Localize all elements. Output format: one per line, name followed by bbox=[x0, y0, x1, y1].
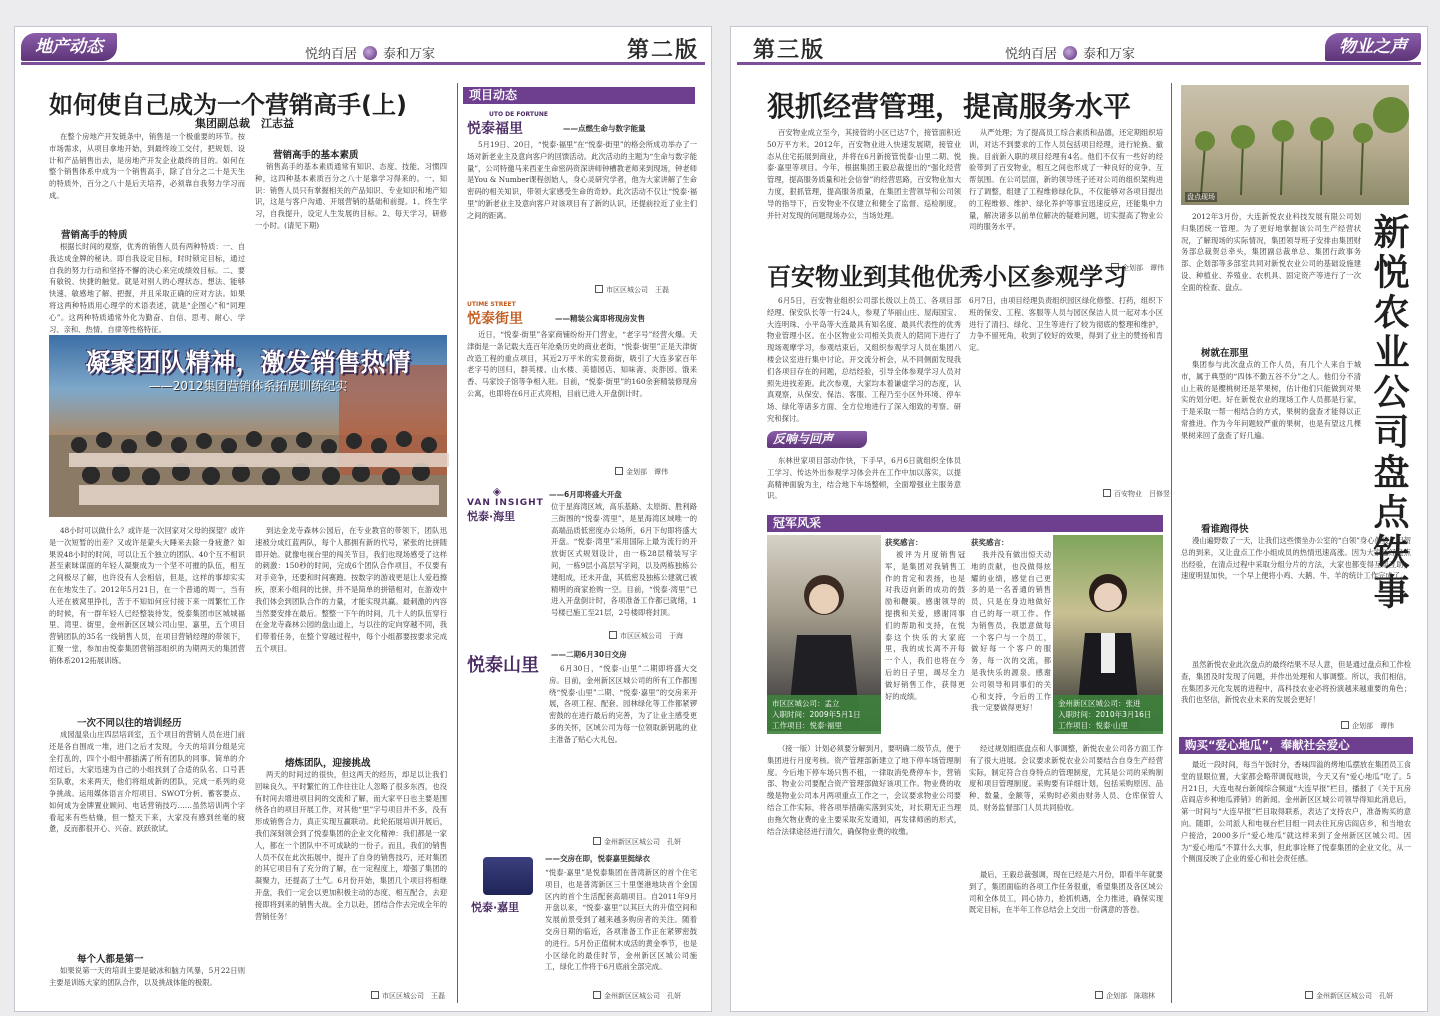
brand-line bbox=[1005, 43, 1135, 62]
article-paragraph: （接一版）计划必须要分解到月，要明确二级节点，便于集团进行月度考核。资产管理部新建立了地下停车场管理制度。今后地下停车场只售不租，一律取消免费停车卡，营销部、物业公司要配合资产管理部做好该项工作。物业费的收缴是物业公司本月两项重点工作之一，会议要求物业公司要结合工作实际，将各项举措确实落到实处，对长期无正当理由拖欠物业费的业主要采取充发通知，再发律师函的形式，结合法律途径进行清欠，确保物业费的收缴。 bbox=[767, 744, 961, 836]
article-intro: 在整个房地产开发链条中，销售是一个极重要的环节。按市场需求，从项目拿地开始，到最终竣工交付，把规划、设计和产品销售出去，是房地产开发企业最终的目的。如何在整个销售体系中成为一个销售高手，除了自分之二十是天生的特质外，百分之八十是后天培养，必须靠自我努力学习而成。 bbox=[49, 132, 245, 200]
news-headline: ——精装公寓即将现房发售 bbox=[555, 314, 645, 323]
project-logo: 悦泰·嘉里 bbox=[471, 901, 520, 914]
news-headline: ——二期6月30日交房 bbox=[551, 650, 627, 659]
article-paragraph: 6月7日，由项目经理负责组织园区绿化修整、打药，组织下班的保安、工程、客服等人员与园区保洁人员一起对本小区进行了清扫、绿化、卫生等进行了较为彻底的整理和维护，力争不留死角，收到了较好的效果，得到了业主的赞扬和肯定。 bbox=[969, 296, 1163, 353]
logo-en-text: VAN INSIGHT bbox=[467, 498, 544, 508]
section-header: 冠军风采 bbox=[767, 515, 1163, 532]
news-headline: ——交房在即，悦泰嘉里挺绿衣 bbox=[545, 854, 650, 863]
logo-cn-text: 悦泰街里 bbox=[467, 311, 523, 327]
section-tag: 地产动态 bbox=[21, 33, 117, 61]
project-logo: 悦泰山里 bbox=[467, 655, 539, 676]
subheading: 树就在那里 bbox=[1201, 348, 1249, 359]
section-header: 购买“爱心地瓜”，奉献社会爱心 bbox=[1179, 737, 1413, 754]
team-photo bbox=[49, 335, 447, 517]
subheading: 营销高手的特质 bbox=[61, 230, 128, 241]
author-sign: 市区区城公司 王磊 bbox=[371, 991, 445, 1001]
logo-en-text: UTO DE FORTUNE bbox=[489, 111, 548, 118]
subheading: 一次不同以往的培训经历 bbox=[77, 718, 182, 729]
article-paragraph: 48小时可以做什么？或许是一次回家对父母的探望？或许是一次短暂的出差？又或许是蒙头大睡来去除一身疲惫？如果说48小时的时间，可以让五个独立的团队、40个互不相识甚至素昧谋面的年轻人凝聚成为一个坚不可摧的队伍，相互之间极尽了解，也许没有人会相信，但是，这样的事却实实在在地发生了。2012年5月21日，在一个普通的周一，当有人还在被窝里挣扎，苦于不知如何应付接下来一周繁忙工作的时候，有一群年轻人已经整装待发，悦泰集团市区城城福里、湾里、街里，金州新区区城公司山里、嘉里，五个项目营销团队的35名一线销售人员，在项目营销经理的带领下，汇聚一堂，参加由悦泰集团营销部组织的为期两天的集团营销体系2012拓展训练。 bbox=[49, 526, 245, 665]
article-paragraph: 经过规划组底盘点和人事调整，新悦农业公司各方面工作有了很大进展。会议要求新悦农业公司要结合自身生产经营实际，制定符合自身特点的管理制度，尤其是公司的采购制度和项目管理制度。采购要有详细计划，包括采购原因、品种、数量、金额等，采购时必须由财务人员、仓库保管人员、财务监督部门人员共同验收。 bbox=[969, 744, 1163, 812]
article-paragraph: 两天的时间过的很快，但这两天的经历，却足以让我们回味良久。平时繁忙的工作往往让人忽略了很多东西，也没有时间去增进项目间的交流和了解，而大家平日也主要是围绕各自的项目开展工作，对其他“里”字号项目并不多，没有形成销售合力，真正实现互赢联动。此轮拓展培训开展后，我们深刻领会到了悦泰集团的企业文化精神：我们都是一家人，都在一个团队中不可成缺的一份子。而且，我们的销售人员不仅在此次拓展中，提升了自身的销售技巧，还对集团的其它项目有了充分的了解，在一定程度上，增强了集团的凝聚力，还提高了士气。6月份开始，集团几个项目将相继开盘，我们一定会以更加积极主动的态度、相互配合，去迎接即将到来的销售大战。全力以赴，团结合作去完成全年的营销任务！ bbox=[255, 770, 447, 921]
champion-caption: 市区区城公司：孟立 入职时间：2009年5月1日 工作项目：悦泰·福里 bbox=[767, 695, 881, 734]
tree-rows bbox=[1201, 133, 1363, 195]
quote-label: 获奖感言： bbox=[971, 538, 1009, 547]
author-sign: 企划部 陈瑞林 bbox=[1095, 991, 1155, 1001]
author-sign: 百安物业 吕修竖 bbox=[1103, 489, 1170, 499]
article-paragraph: 6月5日，百安物业组织公司部长级以上员工、各项目部经理、保安队长等一行24人，参观了华丽山庄、屋海国宝、大连明珠、小平岛等大连最具有知名度、最具代表性的优秀物业管理小区。在小区物业公司相关负责人的陪同下进行了现场观摩学习，参观结束后，又组织参观学习人员在集团八楼会议室进行集中讨论。开交流分析会，从不同侧面发现我们各项目存在的问题，总结经验，引导全体参观学习人员对照先进找差距。此次参观，大家均本着谦虚学习的态度，认真观察，从保安、保洁、客服、工程乃至小区外环境、停车场、绿化等诸多方面、全方位地进行了深入细致的考察、研究和探讨。 bbox=[767, 296, 961, 423]
project-logo bbox=[467, 485, 544, 524]
article-title: 狠抓经营管理，提高服务水平 bbox=[767, 90, 1132, 123]
brand-text-1: 悦纳百居 bbox=[1005, 47, 1058, 62]
author-sign: 金划部 谭伟 bbox=[615, 467, 668, 477]
article-title: 新悦农业公司盘点铁事 bbox=[1368, 213, 1409, 613]
news-headline: ——点燃生命与数字能量 bbox=[563, 124, 646, 133]
subheading: 熔炼团队，迎接挑战 bbox=[285, 758, 371, 769]
project-logo bbox=[467, 301, 523, 328]
logo-cn-text: 悦泰福里 bbox=[467, 121, 523, 137]
article-paragraph: 到达金龙寺森林公园后，在专业教官的带领下，团队迅速被分成红蓝两队，每个人都拥有新的代号，紧张的比拼随即开始。就像电视台里的闯关节目，我们也现场感受了这样的刺激：150秒的时间，完成6个团队合作项目，不仅要有对手竞争，还要和时间赛跑。按数字的游戏更是让人爱趋擦疾，原来小组间的比拼，并不是简单的拼错相对，在游戏中我们体会到团队合作的力量，才能实现共赢。最刺激的内容当然要安排在最后。整整一下午的时间，几十人的队伍穿行在金龙寺森林公园的盘山道上，与以往的定向穿越不同，我们带着任务，在整个穿越过程中，每个小组都要按要求完成五个项目。 bbox=[255, 526, 447, 653]
section-tag: 物业之声 bbox=[1325, 33, 1421, 61]
project-logo bbox=[467, 111, 548, 138]
author-sign: 企划部 谭伟 bbox=[1111, 263, 1164, 273]
news-paragraph: 5月19日、20日，“悦泰·福里”在“悦泰·街里”的格会所成功举办了一场对新老业主及意向客户的回馈活动。此次活动的主题为“生命与数字能量”，公司特邀马来西亚生命密码资深讲师钟槽教老师来到现场，钟老师是You & Number课程创始人，身心灵研究学者，他为大家讲解了生命密码的相关知识，带领大家感受生命的奇妙。此次活动不仅让“悦泰·福里”的新老业主及意向客户对该项目有了新的认识，还提前拉近了业主们之间的距离。 bbox=[467, 140, 698, 220]
column-divider bbox=[457, 83, 458, 1003]
champion-quote: 我并没有做出惊天动地的贡献，也没做得炫耀的业绩，感觉自己更多的是一名普通的销售员，只是在身边地做好自己的每一项工作。作为销售员，我愿意做每一个客户与一个员工，做好每一个客户的服务，每一次的交流，都是我快乐的源泉。感谢公司领导和同事们的关心和支持，今后的工作我一定要做得更好！ bbox=[971, 550, 1051, 713]
article-paragraph: 虽然新悦农业此次盘点的最终结果不尽人意，但是通过盘点和工作检查，集团及时发现了问题，并作出处理和人事调整。所以，我们相信，在集团多元化发展的进程中，高科技农业必将扮演越来越重要的角色；我们也坚信，新悦农业未来的发展会更好！ bbox=[1181, 660, 1411, 705]
news-headline: ——6月即将盛大开盘 bbox=[549, 490, 622, 499]
champion-quote: 被评为月度销售冠军，是集团对我销售工作的肯定和表扬，也是对我迈向新的成功的鼓励和鞭策。感谢领导的提携和关爱，感谢同事们的帮助和支持，在悦泰这个快乐的大家庭里，我的成长离不开每一个人，我们也将在今后的日子里，竭尽全力做好销售工作，获得更好的成绩。 bbox=[885, 550, 965, 701]
page-two bbox=[14, 26, 712, 1012]
article-paragraph: 2012年3月份，大连新悦农业科技发展有限公司划归集团统一管理。为了更好地掌握该公司生产经营状况，了解现场的实际情况，集团领导班子安排由集团财务部总裁贺总牵头，集团副总裁单总、集团行政事务部、企划部等多部室共同对新悦农业公司的基础设施建设、种植业、养殖业、农机具、固定资产等进行了一次全面的检查、盘点。 bbox=[1181, 212, 1361, 292]
photo-caption: 盘点现场 bbox=[1187, 193, 1215, 201]
banner-title: 凝聚团队精神，激发销售热情 bbox=[85, 348, 411, 377]
article-paragraph: 百安物业成立至今，其接管的小区已达7个，接管面积近50万平方米。2012年，百安物业进入快速发展期，接管业态从住宅拓展到商业，并将在6月新接管悦泰·山里二期、悦泰·嘉里等项目。今年，根据集团王毅总裁提出的“强化经营管理，提高服务质量和社会信誉”的经营思路，百安物业加大力度，狠抓管理，提高服务质量，在集团主营领导和公司领导的指导下，百安物业不仅建立和健全了监督、巡检制度，并针对发现的问题现场办公，当场处理。 bbox=[767, 128, 961, 220]
quote-label: 获奖感言： bbox=[885, 538, 923, 547]
article-paragraph: 根据长时间的观察，优秀的销售人员有两种特质：一、自我达成金牌的秘诀。即自我设定目标，时时锁定目标，通过自我的努力行动和坚持不懈的决心来完成绩效目标。二、要有敏锐、快捷的触觉。就是对别人的心理状态、想法、能够快速、敏感地了解、把握，并且采取正确的应对方法。如果将这两种特质用心理学的术语表述，就是“企图心”和“同理心”。这两种特质通常外化为勤奋、自信、思考、耐心、学习、亲和、热情、自律等性格特征。 bbox=[49, 242, 245, 334]
tree-crowns bbox=[1195, 97, 1409, 151]
article-byline: 集团副总裁 江志益 bbox=[195, 117, 294, 130]
news-paragraph: 近日，“悦泰·街里”各家商铺纷纷开门营业，“老字号”经营火爆。天津街是一条记载大连百年沧桑历史的商业老街，“悦泰·街里”正是天津街改造工程的重点项目，其近2万平米的实景商街，吸引了大连多家百年老字号的回归，群英楼、山水楼、美德园店、知味斋、炎胖园、饿来香、马家饺子馆等争相入驻。目前，“悦泰·街里”的160余套精装修现房公寓，也即将在6月正式亮相，目前已进入开盘倒计时。 bbox=[467, 330, 697, 398]
brand-line bbox=[305, 43, 435, 62]
author-sign: 市区区城公司 王磊 bbox=[595, 285, 669, 295]
column-divider bbox=[1171, 83, 1172, 1003]
champion-caption: 金州新区区城公司：张进 入职时间：2010年3月16日 工作项目：悦泰·山里 bbox=[1053, 695, 1163, 734]
article-paragraph: 销售高手的基本素质通常有知识、态度、技能、习惯四种，这四种基本素质百分之八十是靠学习得来的。一、知识：销售人员只有掌握相关的产品知识、专业知识和地产知识，这是与客户沟通、开展营销的基础和前提。1、终生学习，自我提升，设定人生发展的目标。2、每天学习，研修一小时。(请见下期) bbox=[255, 162, 447, 230]
logo-cn-text: 悦泰·海里 bbox=[467, 510, 516, 523]
section-header: 项目动态 bbox=[463, 87, 695, 104]
author-sign: 企划部 谭伟 bbox=[1341, 721, 1394, 731]
page-header bbox=[737, 33, 1421, 65]
brand-logo-icon bbox=[1063, 46, 1077, 60]
subheading: 每个人都是第一 bbox=[77, 954, 144, 965]
article-title: 百安物业到其他优秀小区参观学习 bbox=[767, 263, 1127, 291]
page-three bbox=[730, 26, 1428, 1012]
subheading: 营销高手的基本素质 bbox=[273, 150, 359, 161]
article-title: 如何使自己成为一个营销高手(上) bbox=[49, 91, 407, 119]
page-header bbox=[21, 33, 705, 65]
article-paragraph: 成园温泉山庄四层培训室，五个项目的营销人员在进门前还是各自围成一堆，进门之后才发现，今天的培训分组是完全打乱的，四个小组中都插满了所有团队的同事。简单的介绍过后，大家迅速为自己的小组找到了合适的队名、口号甚至队歌，未来两天，他们将组成新的团队，完成一系列的竞争挑战。运用媒体语言介绍项目、SWOT分析、蓄客要点、如何成为金牌置业顾问、电话营销技巧……虽然培训两个字看起来有些枯燥，但一整天下来，大家没有感到丝毫的疲惫，反而都很开心、兴奋、跃跃欲试。 bbox=[49, 730, 245, 834]
author-sign: 金州新区区城公司 孔妍 bbox=[593, 991, 681, 1001]
author-sign: 金州新区区城公司 孔妍 bbox=[593, 837, 681, 847]
brand-text-2: 泰和万家 bbox=[383, 47, 436, 62]
article-paragraph: 集团参与此次盘点的工作人员，有几个人来自于城市，属于典型的“四体不勤五谷不分”之人。他们分不清山上栽的是樱桃树还是苹果树，估计他们只能做到对果实的划分吧。好在新悦农业的现场工作人员都是行家，于是采取一帮一相结合的方式，果树的盘查才能得以正常推进。作为今年问题较严重的果树，也是有望这几棵果树来回了盘查了好几遍。 bbox=[1181, 360, 1361, 440]
section-header: 反响与回声 bbox=[767, 431, 867, 448]
article-paragraph: 最后，王毅总裁强调，现在已经是六月份，即看半年就要到了，集团面临的各项工作任务很重，希望集团及各区域公司和全体员工，同心协力，抢抓机遇，全力推进，确保实现既定目标，在半年工作总结会上交出一份满意的答卷。 bbox=[969, 870, 1163, 915]
news-paragraph: 位于星海湾区域，高乐基路、太原街、胜利路三街围的“悦泰·湾里”，是星海湾区域唯一的高端品质低密度办公场所，6月下旬即将盛大开盘。“悦泰·湾里”采用国际上最为流行的开放街区式规划设计，由一栋28层精装写字间，一栋9层小高层写字间，以及两栋独栋公建组成，还未开盘，其低密及独栋公建就已被精明的商家抢购一空。目前，“悦泰·湾里”已进入开盘倒计时，各项准备工作都已就绪，1号楼已施工至21层，2号楼即将封顶。 bbox=[551, 502, 697, 618]
diamond-icon: ◈ bbox=[492, 485, 502, 498]
article-paragraph: 从严处理；为了提高员工综合素质和品德，还定期组织培训，对达不到要求的工作人员包括项目经理，进行轮换、撤换。目前新入职的项目经理有4名。他们不仅有一些好的经验带到了百安物业，相互之间也形成了一种良好的竞争、互帮氛围。在公司层面，新的领导班子还对公司的组织架构进行了调整，组建了工程维修绿化队，不仅能够对各项目提出的工程维修、维护、绿化养护等事宜迅速反应，还能集中力量，解决诸多以前单位解决的疑难问题，切实提高了物业公司的服务水平。 bbox=[969, 128, 1163, 232]
article-paragraph: 漫山遍野数了一天，让我们这些惯坐办公室的“白领”身心俱疲，但贺总的到来，又让盘点工作小组成员的热情迅速高涨。因为大家已经盘点出经验，在清点过程中采取分组分片的方法，大家也都变得互帮互助，速度明显加快，一个早上便将小鸡、大鹅、牛、羊的统计工作完成了。 bbox=[1181, 536, 1412, 581]
news-paragraph: 6月30日，“悦泰·山里”二期即将盛大交房。目前，金州新区区城公司的所有工作都围绕“悦泰·山里”二期、“悦泰·嘉里”的交房来开展，各项工程、配套、园林绿化等工作都紧锣密鼓的在进行最后的完善，为了让业主感受更多的关怀，区域公司为每一位领取新钥匙的业主准备了贴心大礼包。 bbox=[549, 664, 697, 744]
brand-text-2: 泰和万家 bbox=[1083, 47, 1136, 62]
banner-subtitle: ——2012集团营销体系拓展训练纪实 bbox=[148, 379, 348, 393]
castle-logo-icon bbox=[483, 857, 533, 895]
author-sign: 市区区城公司 于海 bbox=[609, 631, 683, 641]
article-paragraph: 如果说第一天的培训主要是破冰和脑力风暴，5月22日则主要是训练大家的团队合作，以及挑战体能的极限。 bbox=[49, 966, 245, 987]
subheading: 看谁跑得快 bbox=[1201, 524, 1249, 535]
news-paragraph: “悦泰·嘉里”是悦泰集团在普湾新区的首个住宅项目，也是普湾新区三十里堡港地块首个金国区内的首个生活配套高端项目。自2011年9月开盘以来，“悦泰·嘉里”以其巨大的升值空间和发展前景受到了越来越多购房者的关注。随着交房日期的临近，各项准备工作正在紧锣密鼓的进行。5月份正值树木成活的黄金季节，也是小区绿化的最佳时节，金州新区区城公司施工，绿化工作将于6月底前全部完成。 bbox=[545, 868, 697, 972]
article-paragraph: 东林世家项目部动作快，下手早，6月6日就组织全体员工学习、传达外出参观学习体会并在工作中加以落实，以提高精神面貌为主，结合地下车场整顿，全面增强业主服务意识。 bbox=[767, 456, 961, 501]
orchard-illustration bbox=[1181, 85, 1409, 205]
article-paragraph: 最近一段时间，每当午饭时分，香味四溢的烤地瓜摆放在集团员工食堂的显眼位置，大家都会略带调侃地说，今天又有“爱心地瓜”吃了。5月21日，大连电视台新闻综合频道“大连早报”栏目，播报了《关于瓦房店阎店乡种地瓜滞销》的新闻。金州新区区城公司领导得知此消息后，第一时间与“大连早报”栏目取得联系，表达了支持农户，准备购买的意向。随即，公司派人和电视台栏目组一同去往瓦房店阎店乡，和当地农户接洽，2000多斤“爱心地瓜”就这样来到了金州新区区城公司。因为“爱心地瓜”不算什么大事，但此事诠释了悦泰集团的企业文化，从一个侧面反映了企业的爱心和社会责任感。 bbox=[1181, 760, 1411, 864]
logo-en-text: UTIME STREET bbox=[467, 301, 516, 308]
author-sign: 金州新区区城公司 孔妍 bbox=[1305, 991, 1393, 1001]
edition-number: 第三版 bbox=[753, 38, 826, 63]
brand-text-1: 悦纳百居 bbox=[305, 47, 358, 62]
field-photo bbox=[1181, 85, 1409, 205]
edition-number: 第二版 bbox=[626, 38, 699, 63]
brand-logo-icon bbox=[363, 46, 377, 60]
